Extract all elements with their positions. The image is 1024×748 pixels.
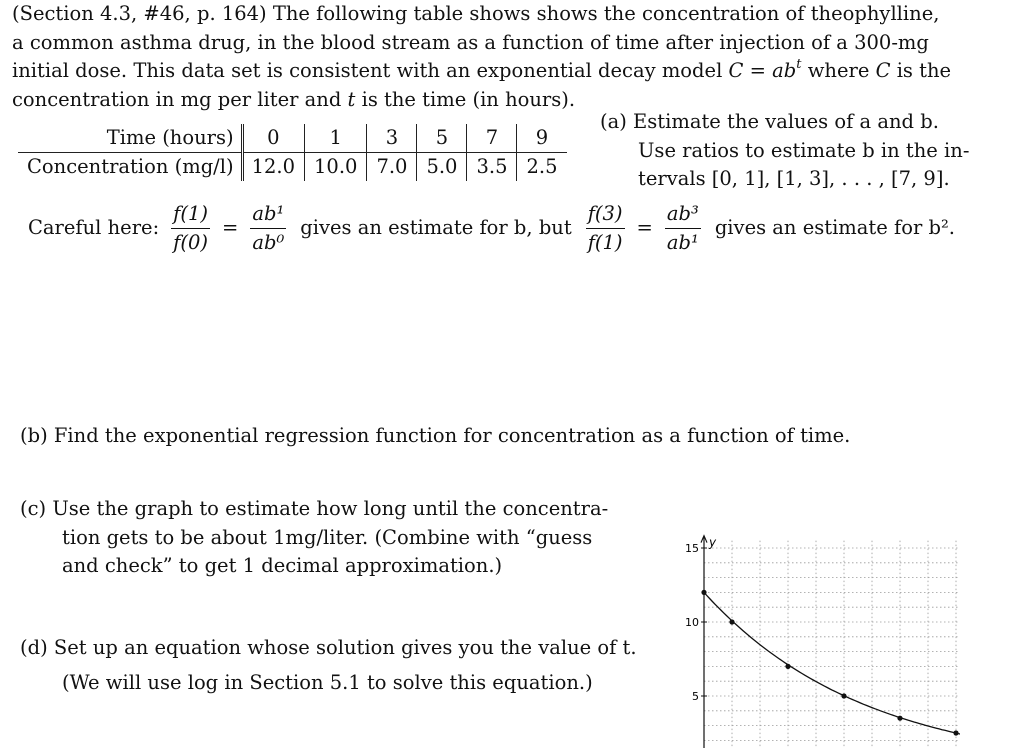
intro-line-3-a: initial dose. This data set is consistent with an exponential decay model — [12, 59, 729, 82]
intro-line-2: a common asthma drug, in the blood stream as a function of time after injection of a 300-mg — [12, 30, 929, 54]
y-axis-label: y — [709, 535, 717, 550]
time-row — [18, 124, 567, 153]
part-a-line-3: tervals [0, 1], [1, 3], . . . , [7, 9]. — [638, 167, 950, 190]
careful-middle-text: gives an estimate for b, but — [300, 215, 572, 239]
equals-sign: = — [222, 215, 239, 239]
part-c-line-1: (c) Use the graph to estimate how long until the concentra- — [20, 497, 609, 520]
careful-tail-text: gives an estimate for b². — [714, 215, 955, 239]
intro-line-4-c: is the time (in hours). — [355, 87, 576, 111]
concentration-row — [18, 153, 567, 182]
part-d — [20, 634, 680, 697]
concentration-cell: 7.0 — [367, 153, 417, 182]
time-cell: 3 — [367, 124, 417, 153]
data-point — [897, 716, 902, 721]
part-d-line-1: (d) Set up an equation whose solution gives you the value of t. — [20, 636, 637, 659]
fraction-numerator: f(1) — [171, 202, 210, 229]
concentration-cell: 2.5 — [517, 153, 567, 182]
time-cell: 1 — [305, 124, 367, 153]
data-point — [841, 693, 846, 698]
y-tick-label: 10 — [685, 616, 699, 629]
fraction-numerator: f(3) — [586, 202, 625, 229]
fraction-f3-f1 — [586, 202, 625, 255]
time-cell: 7 — [467, 124, 517, 153]
data-point — [785, 664, 790, 669]
concentration-cell: 12.0 — [242, 153, 304, 182]
careful-note — [28, 200, 955, 256]
time-row-label: Time (hours) — [18, 124, 242, 153]
concentration-row-label: Concentration (mg/l) — [27, 155, 234, 178]
intro-line-1: (Section 4.3, #46, p. 164) The following table shows shows the concentration of theophylline, — [12, 2, 940, 25]
data-table — [18, 124, 567, 181]
part-c-line-3: and check” to get 1 decimal approximation.) — [62, 554, 503, 577]
part-b: (b) Find the exponential regression function for concentration as a function of time. — [20, 424, 851, 447]
intro-var-t: t — [347, 87, 356, 111]
intro-paragraph — [12, 0, 1012, 114]
fraction-ab1-ab0 — [250, 202, 286, 255]
fraction-denominator: ab¹ — [666, 230, 699, 254]
part-c — [20, 495, 660, 581]
concentration-cell: 10.0 — [305, 153, 367, 182]
fraction-ab3-ab1 — [665, 202, 701, 255]
time-cell: 0 — [242, 124, 304, 153]
time-cell: 5 — [417, 124, 467, 153]
fraction-numerator: ab¹ — [250, 202, 286, 229]
data-point — [953, 730, 958, 735]
y-tick-label: 15 — [685, 542, 699, 555]
part-d-line-2: (We will use log in Section 5.1 to solve this equation.) — [62, 670, 593, 694]
model-formula: C = ab — [728, 59, 797, 82]
equals-sign: = — [636, 215, 653, 239]
part-a-line-2: Use ratios to estimate b in the in- — [638, 138, 970, 162]
fraction-denominator: f(1) — [587, 230, 623, 254]
concentration-graph — [660, 508, 960, 748]
model-exponent: t — [796, 56, 802, 72]
careful-lead: Careful here: — [28, 215, 160, 239]
y-tick-label: 5 — [692, 690, 699, 703]
intro-line-3-c: where — [801, 59, 876, 82]
intro-var-c: C — [875, 59, 891, 82]
part-c-line-2: tion gets to be about 1mg/liter. (Combine with “guess — [62, 525, 593, 549]
data-point — [729, 619, 734, 624]
fraction-f1-f0 — [171, 202, 210, 255]
fraction-numerator: ab³ — [665, 202, 701, 229]
fraction-denominator: f(0) — [173, 230, 208, 254]
part-a — [600, 108, 1000, 194]
intro-line-4-a: concentration in mg per liter and — [12, 87, 348, 111]
time-cell: 9 — [517, 124, 567, 153]
fraction-denominator: ab⁰ — [252, 230, 285, 254]
intro-line-3-e: is the — [890, 59, 952, 82]
concentration-cell: 3.5 — [467, 153, 517, 182]
concentration-cell: 5.0 — [417, 153, 467, 182]
data-point — [701, 590, 706, 595]
part-a-line-1: (a) Estimate the values of a and b. — [600, 110, 939, 133]
intro-line-3 — [12, 57, 1012, 86]
regression-curve — [704, 592, 960, 736]
